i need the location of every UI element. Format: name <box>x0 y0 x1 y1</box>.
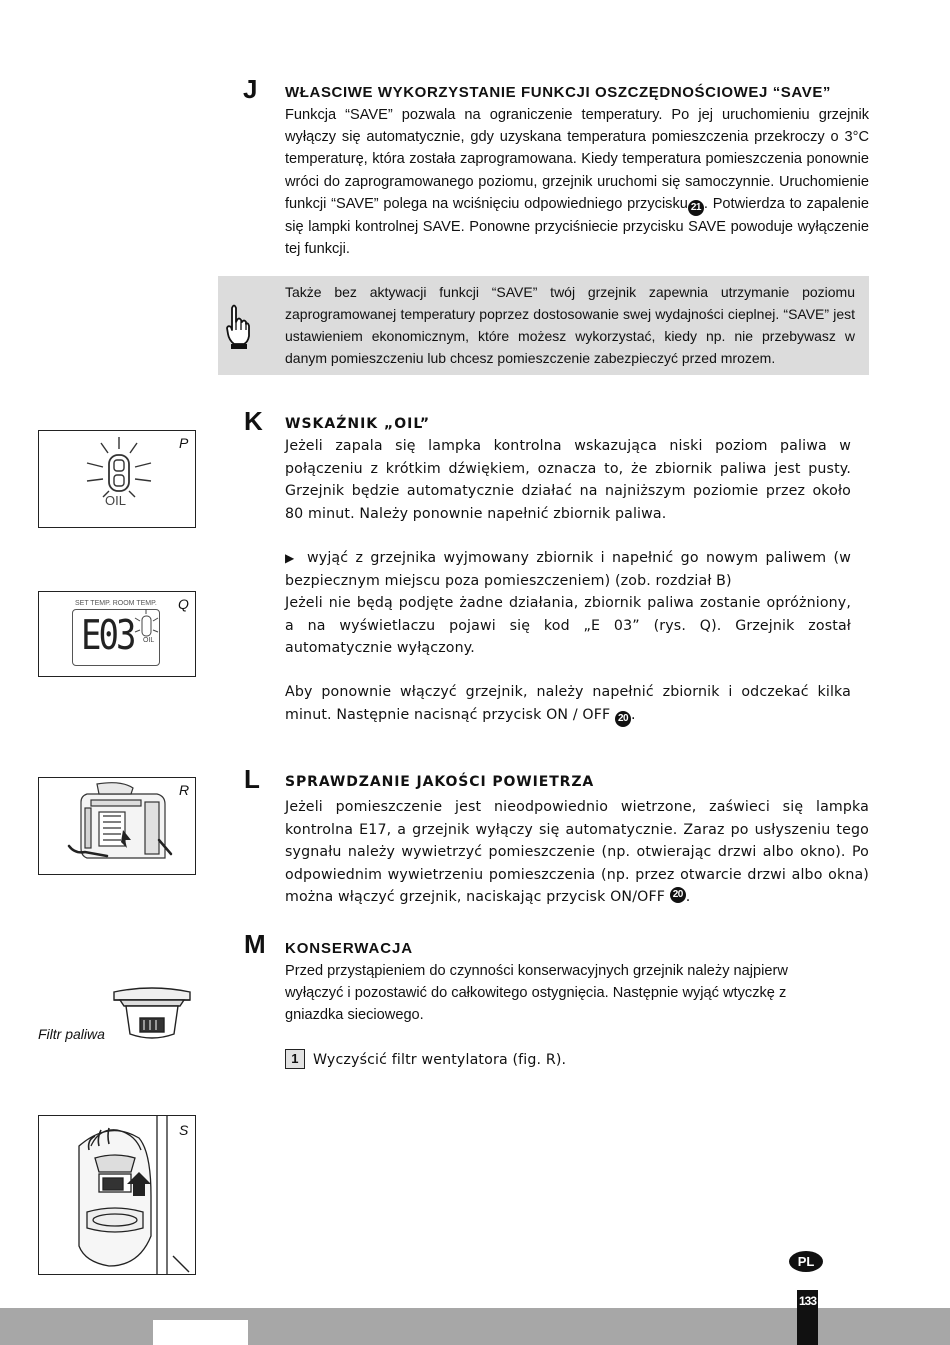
fuel-filter-illustration <box>112 986 192 1044</box>
oil-paragraph-3-end: . <box>631 706 636 723</box>
save-paragraph <box>285 104 869 260</box>
figure-r <box>38 777 196 875</box>
oil-bullet-text: wyjąć z grzejnika wyjmowany zbiornik i napełnić go nowym paliwem (w bezpiecznym miejscu poza pomieszczeniem) (zob. rozdział B) <box>285 550 851 589</box>
air-quality-paragraph-text: Jeżeli pomieszczenie jest nieodpowiednio wietrzone, zaświeci się lampka kontrolna E17, a grzejnik wyłączy się automatycznie. Zaraz po usłyszeniu tego sygnału należy wywietrzyć pomieszczenie (np. otwierając drzwi albo okno). Po odpowiednim wywietrzeniu pomieszczenia (np. przez otwarcie drzwi albo okna) można włączyć grzejnik, naciskając przycisk ON/OFF <box>285 799 869 906</box>
oil-paragraph-2: Jeżeli nie będą podjęte żadne działania, zbiornik paliwa zostanie opróżniony, a na wyświetlaczu pojawi się kod „E 03” (rys. Q). Grzejnik został automatycznie wyłączony. <box>285 595 851 657</box>
button-21-ref-icon: 21 <box>688 200 704 216</box>
section-letter-m: M <box>244 929 266 959</box>
footer-white-block <box>153 1320 248 1345</box>
oil-paragraph-1: Jeżeli zapala się lampka kontrolna wskazująca niski poziom paliwa w połączeniu z krótkim dźwiękiem, oznacza to, że zbiornik paliwa jest pusty. Grzejnik będzie automatycznie działać na najniższym poziomie przez około 80 minut. Należy ponownie napełnić zbiornik paliwa. <box>285 438 851 522</box>
button-20-ref-icon: 20 <box>670 887 686 903</box>
oil-paragraph-3 <box>285 681 851 727</box>
language-badge: PL <box>789 1251 823 1272</box>
oil-bullet <box>285 547 851 592</box>
pointing-hand-icon <box>222 300 252 352</box>
maintenance-step-1-text: Wyczyścić filtr wentylatora (fig. R). <box>313 1052 567 1068</box>
section-title-air-quality: SPRAWDZANIE JAKOŚCI POWIETRZA <box>285 774 595 790</box>
maintenance-paragraph: Przed przystąpieniem do czynności konserwacyjnych grzejnik należy najpierw wyłączyć i pozostawić do całkowitego ostygnięcia. Następnie wyjąć wtyczkę z gniazdka sieciowego. <box>285 963 788 1024</box>
figure-p-label: P <box>179 435 189 451</box>
oil-paragraph-3-text: Aby ponownie włączyć grzejnik, należy napełnić zbiornik i odczekać kilka minut. Następnie nacisnąć przycisk ON / OFF <box>285 684 851 723</box>
filter-removal-illustration <box>39 1116 195 1274</box>
section-title-oil: WSKAŹNIK „OIL” <box>285 416 431 432</box>
heater-back-illustration <box>61 782 181 870</box>
maintenance-step-1 <box>285 1049 785 1072</box>
display-oil-label: OIL <box>143 637 155 644</box>
section-letter-k: K <box>244 406 263 436</box>
air-quality-paragraph <box>285 796 869 909</box>
air-quality-paragraph-end: . <box>685 889 691 906</box>
section-letter-j: J <box>243 74 258 104</box>
display-error-code: E03 <box>81 612 134 660</box>
fuel-filter-caption: Filtr paliwa <box>38 1026 105 1042</box>
figure-p <box>38 430 196 528</box>
save-paragraph-text: Funkcja “SAVE” pozwala na ograniczenie temperatury. Po jej uruchomieniu grzejnik wyłączy się automatycznie, gdy uzyskana temperatura pomieszczenia przekroczy o 3°C temperaturę, która została zaprogramowana. Kiedy temperatura pomieszczenia ponownie wróci do zaprogramowanego poziomu, grzejnik uruchomi się samoczynnie. Uruchomienie funkcji “SAVE” polega na wciśnięciu odpowiedniego przycisku <box>285 107 869 212</box>
save-paragraph-text-after: . Potwierdza to zapalenie się lampki kontrolnej SAVE. Ponowne przyciśniecie przycisku SAVE powoduje wyłączenie tej funkcji. <box>285 195 869 258</box>
oil-warning-lamp-icon <box>133 608 161 652</box>
section-letter-l: L <box>244 764 260 794</box>
step-number-box: 1 <box>285 1049 305 1069</box>
page-number: 133 <box>798 1294 817 1308</box>
note-text: Także bez aktywacji funkcji “SAVE” twój grzejnik zapewnia utrzymanie poziomu zaprogramowanej temperatury poprzez dostosowanie swej wydajności cieplnej. “SAVE” jest ustawieniem ekonomicznym, które możesz wykorzystać, kiedy np. nie przebywasz w danym pomieszczeniu lub chcesz pomieszczenie zabezpieczyć przed mrozem. <box>285 284 855 366</box>
button-20-ref-icon: 20 <box>615 711 631 727</box>
figure-s-label: S <box>179 1122 189 1138</box>
figure-r-label: R <box>179 782 190 798</box>
figure-q-label: Q <box>178 596 189 612</box>
display-header: SET TEMP. ROOM TEMP. <box>75 600 157 607</box>
oil-lamp-icon <box>79 435 159 521</box>
oil-lamp-label: OIL <box>105 493 126 508</box>
figure-q <box>38 591 196 677</box>
figure-s <box>38 1115 196 1275</box>
section-title-maintenance: KONSERWACJA <box>285 940 413 957</box>
section-title-save: WŁASCIWE WYKORZYSTANIE FUNKCJI OSZCZĘDNOŚCIOWEJ “SAVE” <box>285 84 832 101</box>
bullet-arrow-icon: ▶ <box>285 551 298 565</box>
